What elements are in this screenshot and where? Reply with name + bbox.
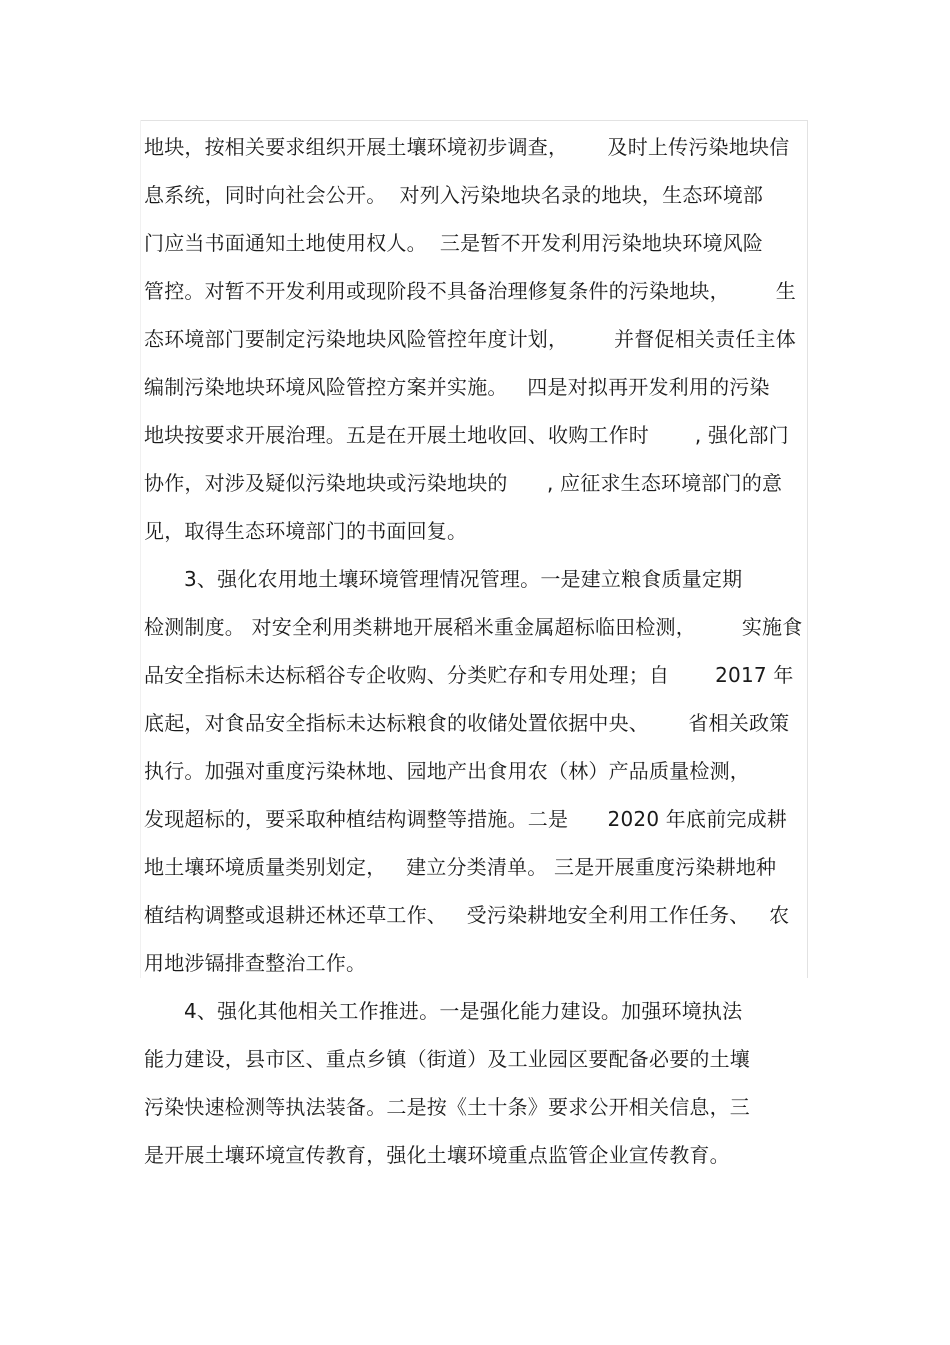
- text-line: 植结构调整或退耕还林还草工作、 受污染耕地安全利用工作任务、 农: [144, 903, 790, 927]
- text-line: 能力建设，县市区、重点乡镇（街道）及工业园区要配备必要的土壤: [144, 1047, 750, 1071]
- text-line: 协作，对涉及疑似污染地块或污染地块的 , 应征求生态环境部门的意: [144, 471, 783, 495]
- page-frame-left-border: [140, 120, 141, 978]
- text-line: 见，取得生态环境部门的书面回复。: [144, 519, 468, 543]
- text-line: 编制污染地块环境风险管控方案并实施。 四是对拟再开发利用的污染: [144, 375, 770, 399]
- section-heading-line: 3、强化农用地土壤环境管理情况管理。一是建立粮食质量定期: [184, 567, 743, 591]
- section-heading-line: 4、强化其他相关工作推进。一是强化能力建设。加强环境执法: [184, 999, 743, 1023]
- text-line: 地块按要求开展治理。五是在开展土地收回、收购工作时 , 强化部门: [144, 423, 789, 447]
- text-line: 发现超标的，要采取种植结构调整等措施。二是 2020 年底前完成耕: [144, 807, 787, 831]
- text-line: 息系统，同时向社会公开。 对列入污染地块名录的地块，生态环境部: [144, 183, 764, 207]
- text-line: 是开展土壤环境宣传教育，强化土壤环境重点监管企业宣传教育。: [144, 1143, 730, 1167]
- page-frame-top-border: [140, 120, 808, 121]
- text-line: 态环境部门要制定污染地块风险管控年度计划， 并督促相关责任主体: [144, 327, 796, 351]
- text-line: 底起，对食品安全指标未达标粮食的收储处置依据中央、 省相关政策: [144, 711, 790, 735]
- text-line: 地土壤环境质量类别划定， 建立分类清单。 三是开展重度污染耕地种: [144, 855, 777, 879]
- text-line: 门应当书面通知土地使用权人。 三是暂不开发利用污染地块环境风险: [144, 231, 764, 255]
- text-line: 管控。对暂不开发利用或现阶段不具备治理修复条件的污染地块， 生: [144, 279, 796, 303]
- text-line: 污染快速检测等执法装备。二是按《土十条》要求公开相关信息，三: [144, 1095, 750, 1119]
- text-line: 地块，按相关要求组织开展土壤环境初步调查， 及时上传污染地块信: [144, 135, 790, 159]
- text-line: 检测制度。 对安全利用类耕地开展稻米重金属超标临田检测， 实施食: [144, 615, 803, 639]
- text-line: 用地涉镉排查整治工作。: [144, 951, 367, 975]
- text-line: 品安全指标未达标稻谷专企收购、分类贮存和专用处理；自 2017 年: [144, 663, 794, 687]
- text-line: 执行。加强对重度污染林地、园地产出食用农（林）产品质量检测，: [144, 759, 750, 783]
- page-frame-right-border: [807, 120, 808, 978]
